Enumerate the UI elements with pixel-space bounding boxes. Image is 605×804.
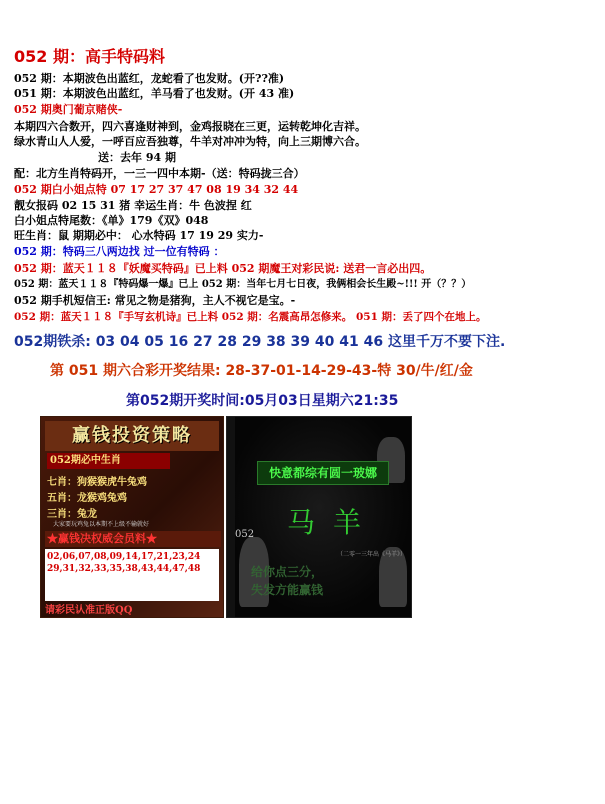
text-line: 051 期：本期波色出蓝红，羊马看了也发财。(开 43 准) bbox=[14, 87, 295, 100]
number-grid: 02,06,07,08,09,14,17,21,23,24 29,31,32,33,35,38,43,44,47,48 bbox=[45, 549, 219, 601]
text-line: 052 期：蓝天１１８『手写玄机诗』已上料 052 期：名震高昂怎修来。 051 期：丢了四个在地上。 bbox=[14, 311, 487, 323]
text-line: 本期四六合数开，四六喜逢财神到，金鸡报晓在三更，运转乾坤化吉祥。 bbox=[14, 120, 366, 133]
text-line: 052 期：特码三八两边找 过一位有特码 ： bbox=[14, 245, 225, 258]
text-line: 052 期：蓝天１１８『特码爆一爆』已上 052 期：当年七月七日夜，我俩相会长生殿~!!! 开（？？） bbox=[14, 279, 472, 290]
draw-time: 第052期开奖时间:05月03日星期六21:35 bbox=[126, 393, 399, 409]
member-banner: ★赢钱决权威会员料★ bbox=[45, 531, 221, 547]
text-line: 052 期白小姐点特 07 17 27 37 47 08 19 34 32 44 bbox=[14, 183, 299, 196]
draw-result: 第 051 期六合彩开奖结果: 28-37-01-14-29-43-特 30/牛/红/金 bbox=[50, 363, 473, 379]
zodiac-caption: 给你点三分， bbox=[251, 565, 324, 579]
text-line: 配：北方生肖特码开，一三一四中本期-（送：特码拢三合） bbox=[14, 167, 305, 180]
zodiac-caption: 失发方能赢钱 bbox=[251, 583, 324, 597]
text-line: 052 期奥门葡京赌侠- bbox=[14, 103, 123, 116]
strategy-row: 五肖：龙猴鸡兔鸡 bbox=[47, 493, 127, 504]
text-line: 绿水青山人人爱，一呼百应吾独尊，牛羊对冲冲为特，向上三期博六合。 bbox=[14, 135, 366, 148]
zodiac-issue: 052 bbox=[235, 529, 255, 540]
text-line: 旺生肖：鼠 期期必中： 心水特码 17 19 29 实力- bbox=[14, 229, 264, 242]
strategy-image bbox=[40, 416, 224, 618]
text-line: 送：去年 94 期 bbox=[98, 151, 176, 164]
strategy-note: 大家要玩鸡兔以本期不上级不输就好 bbox=[53, 521, 150, 528]
strategy-row: 七肖：狗猴猴虎牛兔鸡 bbox=[47, 477, 147, 488]
strategy-footer: 请彩民认准正版QQ bbox=[45, 605, 133, 616]
zodiac-tag: （二零一三年出《马羊》） bbox=[337, 551, 407, 558]
left-border-bar bbox=[227, 417, 235, 617]
text-line: 白小姐点特尾数：《单》179《双》048 bbox=[14, 214, 209, 227]
kill-numbers: 052期铁杀: 03 04 05 16 27 28 29 38 39 40 41 46 这里千万不要下注. bbox=[14, 334, 506, 350]
zodiac-animals: 马羊 bbox=[287, 506, 380, 539]
text-line: 靓女报码 02 15 31 猪 幸运生肖：牛 色波捏 红 bbox=[14, 199, 252, 212]
zodiac-image-title: 快意都综有圆一玻娜 bbox=[257, 461, 389, 485]
page-title: 052 期：高手特码料 bbox=[14, 47, 165, 66]
strategy-image-subheader: 052期必中生肖 bbox=[47, 453, 170, 469]
zodiac-image bbox=[226, 416, 412, 618]
strategy-row: 三肖：兔龙 bbox=[47, 509, 97, 520]
text-line: 052 期：本期波色出蓝红，龙蛇看了也发财。(开??准) bbox=[14, 72, 285, 85]
text-line: 052 期手机短信王: 常见之物是猪狗，主人不视它是宝。- bbox=[14, 294, 296, 307]
strategy-image-header: 赢钱投资策略 bbox=[45, 421, 219, 451]
text-line: 052 期：蓝天１１８『妖魔买特码』已上料 052 期魔王对彩民说: 送君一言必出四。 bbox=[14, 262, 432, 275]
